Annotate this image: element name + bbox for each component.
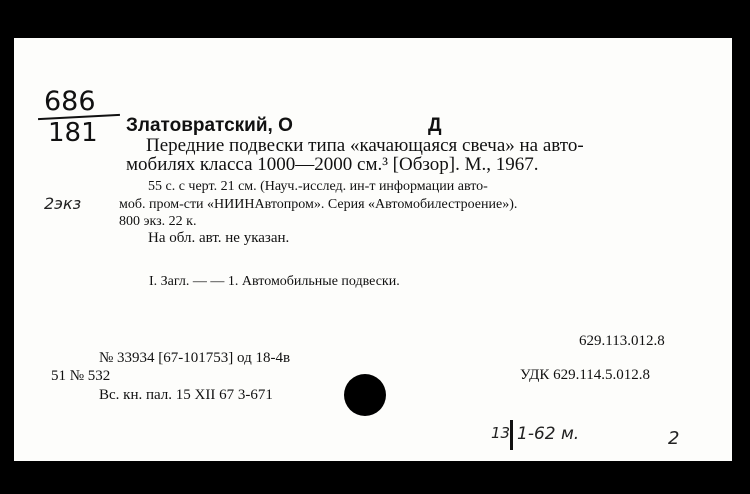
publication-line-2: 51 № 532 [51, 368, 111, 384]
description-line-1: 55 с. с черт. 21 см. (Науч.-исслед. ин-т информации авто- [148, 179, 488, 194]
shelfmark-bottom: 181 [48, 118, 98, 148]
author-name: Златовратский, О [126, 115, 293, 136]
shelfmark-top: 686 [44, 86, 96, 117]
description-line-2: моб. пром-сти «НИИНАвтопром». Серия «Автомобилестроение»). [119, 197, 518, 212]
handwritten-bar [510, 420, 513, 450]
ink-blot [344, 374, 386, 416]
handwritten-mark: 2 [668, 428, 680, 449]
title-line-1: Передние подвески типа «качающаяся свеча» на авто- [146, 135, 584, 156]
subject-tracing: I. Загл. — — 1. Автомобильные подвески. [149, 274, 400, 289]
publication-line-1: № 33934 [67-101753] од 18-4в [99, 350, 291, 366]
description-line-3: 800 экз. 22 к. [119, 214, 197, 229]
title-line-2: мобилях класса 1000—2000 см.³ [Обзор]. М., 1967. [126, 154, 539, 175]
udk-code: УДК 629.114.5.012.8 [520, 367, 651, 383]
handwritten-number: 13 [491, 424, 511, 442]
publication-line-3: Вс. кн. пал. 15 XII 67 3-671 [99, 387, 273, 403]
author-initial: Д [428, 115, 442, 136]
handwritten-copies-note: 2экз [44, 194, 82, 213]
handwritten-code: 1-62 м. [517, 424, 580, 444]
classification-code: 629.113.012.8 [579, 333, 665, 349]
catalog-card [14, 38, 732, 461]
author-note: На обл. авт. не указан. [148, 230, 290, 246]
